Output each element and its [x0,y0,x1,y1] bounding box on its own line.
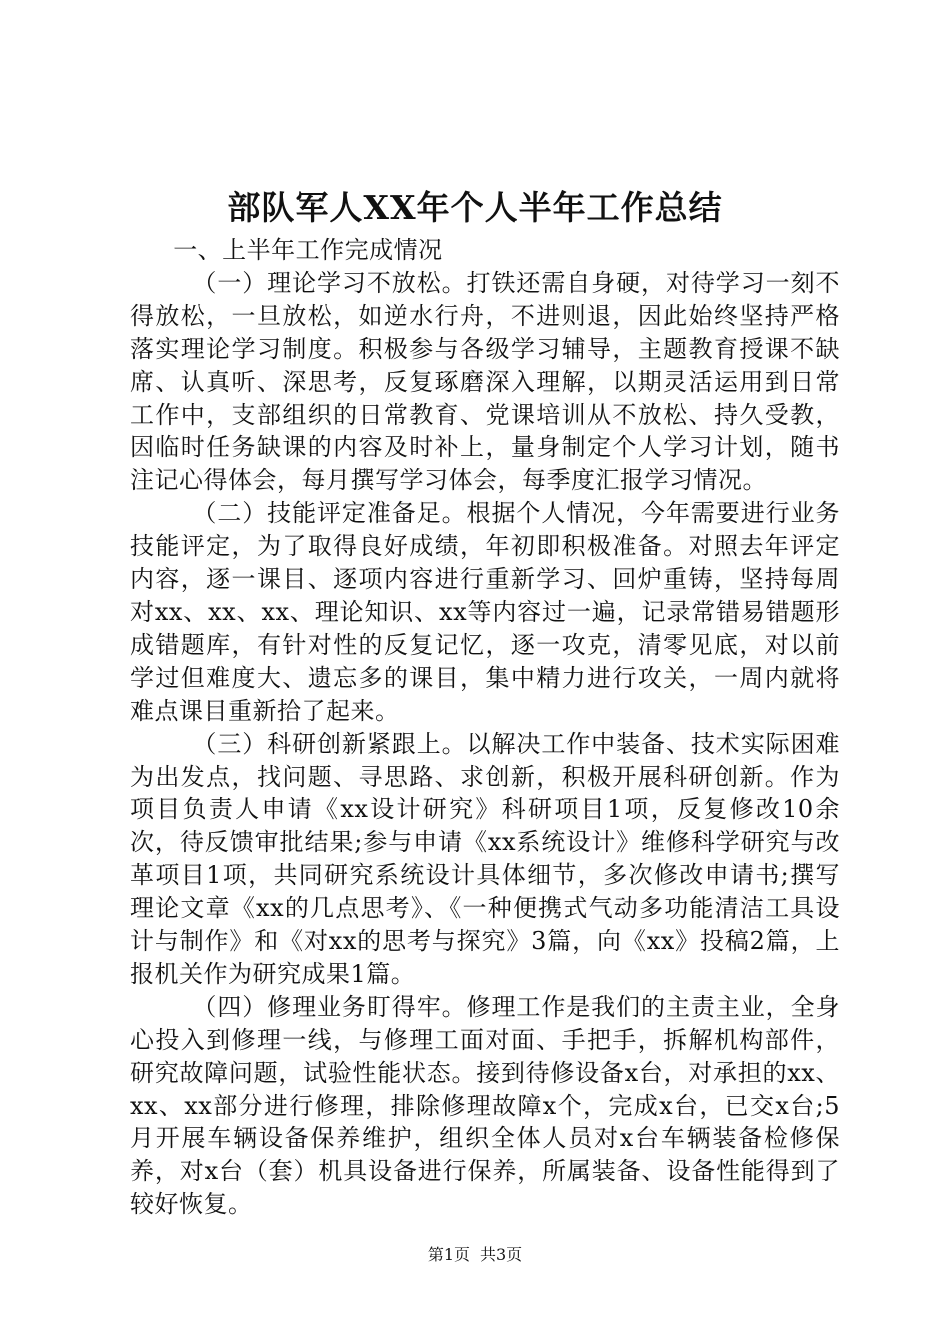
document-body [130,234,840,1221]
paragraph-repair-work: （四）修理业务盯得牢。修理工作是我们的主责主业，全身心投入到修理一线，与修理工面对面、手把手，拆解机构部件，研究故障问题，试验性能状态。接到待修设备x台，对承担的xx、xx、xx部分进行修理，排除修理故障x个，完成x台，已交x台;5月开展车辆设备保养维护，组织全体人员对x台车辆装备检修保养，对x台（套）机具设备进行保养，所属装备、设备性能得到了较好恢复。 [130,992,840,1219]
paragraph-research-innovation: （三）科研创新紧跟上。以解决工作中装备、技术实际困难为出发点，找问题、寻思路、求创新，积极开展科研创新。作为项目负责人申请《xx设计研究》科研项目1项，反复修改10余次，待反馈审批结果;参与申请《xx系统设计》维修科学研究与改革项目1项，共同研究系统设计具体细节，多次修改申请书;撰写理论文章《xx的几点思考》、《一种便携式气动多功能清洁工具设计与制作》和《对xx的思考与探究》3篇，向《xx》投稿2篇，上报机关作为研究成果1篇。 [130,729,840,988]
page-number: 第1页 [427,1245,470,1264]
section-heading: 一、上半年工作完成情况 [173,236,443,264]
paragraph-theory-study: （一）理论学习不放松。打铁还需自身硬，对待学习一刻不得放松，一旦放松，如逆水行舟，不进则退，因此始终坚持严格落实理论学习制度。积极参与各级学习辅导，主题教育授课不缺席、认真听、深思考，反复琢磨深入理解，以期灵活运用到日常工作中，支部组织的日常教育、党课培训从不放松、持久受教，因临时任务缺课的内容及时补上，量身制定个人学习计划，随书注记心得体会，每月撰写学习体会，每季度汇报学习情况。 [130,268,840,495]
page-total: 共3页 [480,1245,523,1264]
document-title: 部队军人XX年个人半年工作总结 [227,188,723,227]
page-footer [0,1244,950,1266]
paragraph-skill-assessment: （二）技能评定准备足。根据个人情况，今年需要进行业务技能评定，为了取得良好成绩，年初即积极准备。对照去年评定内容，逐一课目、逐项内容进行重新学习、回炉重铸，坚持每周对xx、xx、xx、理论知识、xx等内容过一遍，记录常错易错题形成错题库，有针对性的反复记忆，逐一攻克，清零见底，对以前学过但难度大、遗忘多的课目，集中精力进行攻关，一周内就将难点课目重新拾了起来。 [130,499,840,725]
